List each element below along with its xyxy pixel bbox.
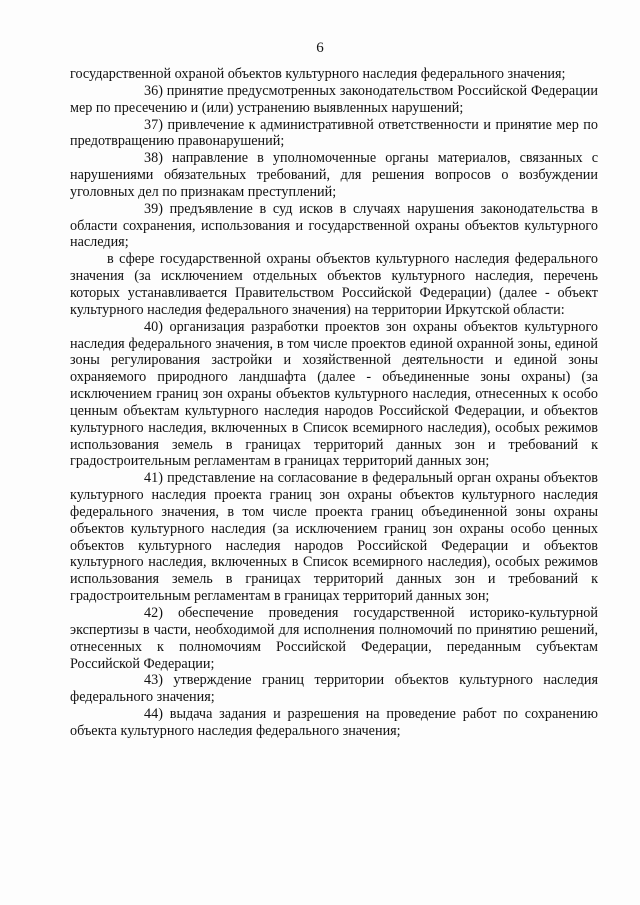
item-number: 42) <box>144 605 163 621</box>
item-number: 36) <box>144 82 163 99</box>
item-text: принятие предусмотренных законодательством Российской Федерации мер по пресечению и (или) устранению выявленных нарушений; <box>70 82 598 116</box>
list-item-39 <box>70 201 598 252</box>
item-text: предъявление в суд исков в случаях нарушения законодательства в области сохранения, использования и государственной охраны объектов культурного наследия; <box>70 200 598 251</box>
item-text: обеспечение проведения государственной историко-культурной экспертизы в части, необходимой для исполнения полномочий по принятию решений, отнесенных к полномочиям Российской Федерации, переданным субъектам Российской Федерации; <box>70 605 598 672</box>
list-item-37 <box>70 117 598 151</box>
item-number: 43) <box>144 672 163 689</box>
item-text: организация разработки проектов зон охраны объектов культурного наследия федерального значения, в том числе проектов единой охранной зоны, единой зоны регулирования застройки и хозяйственной деятельности и единой зоны охраняемого природного ландшафта (далее - объединенные зоны охраны) (за исключением границ зон охраны объектов культурного наследия, отнесенных к особо ценным объектам культурного наследия народов Российской Федерации, и объектов культурного наследия, включенных в Список всемирного наследия), особых режимов использования земель в границах территорий данных зон и требований к градостроительным регламентам в границах территорий данных зон; <box>70 318 599 470</box>
item-number: 38) <box>144 150 163 167</box>
section-intro <box>70 251 598 318</box>
item-text: привлечение к административной ответственности и принятие мер по предотвращению правонарушений; <box>70 116 598 150</box>
item-text: выдача задания и разрешения на проведение работ по сохранению объекта культурного наследия федерального значения; <box>70 706 599 739</box>
paragraph-text: в сфере государственной охраны объектов культурного наследия федерального значения (за исключением отдельных объектов культурного наследия, перечень которых устанавливается Правительством Российской Федерации) (далее - объект культурного наследия федерального значения) на территории Иркутской области: <box>70 251 598 318</box>
item-number: 39) <box>144 200 163 217</box>
document-body <box>70 66 598 740</box>
page-number: 6 <box>316 40 324 56</box>
paragraph-text: государственной охраной объектов культурного наследия федерального значения; <box>70 66 566 82</box>
item-number: 37) <box>144 116 163 133</box>
list-item-42 <box>70 605 598 672</box>
list-item-40 <box>70 319 598 471</box>
item-text: представление на согласование в федеральный орган охраны объектов культурного наследия проекта границ зон охраны объектов культурного наследия федерального значения, в том числе проекта границ объединенной зоны охраны объектов культурного наследия (за исключением границ зон охраны особо ценных объектов культурного наследия народов Российской Федерации и объектов культурного наследия, включенных в Список всемирного наследия), особых режимов использования земель в границах территорий данных зон и требований к градостроительным регламентам в границах территорий данных зон; <box>70 470 598 605</box>
list-item-36 <box>70 83 598 117</box>
item-number: 44) <box>144 706 163 723</box>
item-text: утверждение границ территории объектов культурного наследия федерального значения; <box>70 672 598 706</box>
item-number: 41) <box>144 470 163 487</box>
list-item-38 <box>70 150 598 201</box>
list-item-44 <box>70 706 598 740</box>
item-text: направление в уполномоченные органы материалов, связанных с нарушениями обязательных требований, для решения вопросов о возбуждении уголовных дел по признакам преступлений; <box>70 150 599 200</box>
list-item-41 <box>70 470 598 605</box>
item-number: 40) <box>144 318 163 335</box>
list-item-43 <box>70 672 598 706</box>
paragraph <box>70 66 598 83</box>
